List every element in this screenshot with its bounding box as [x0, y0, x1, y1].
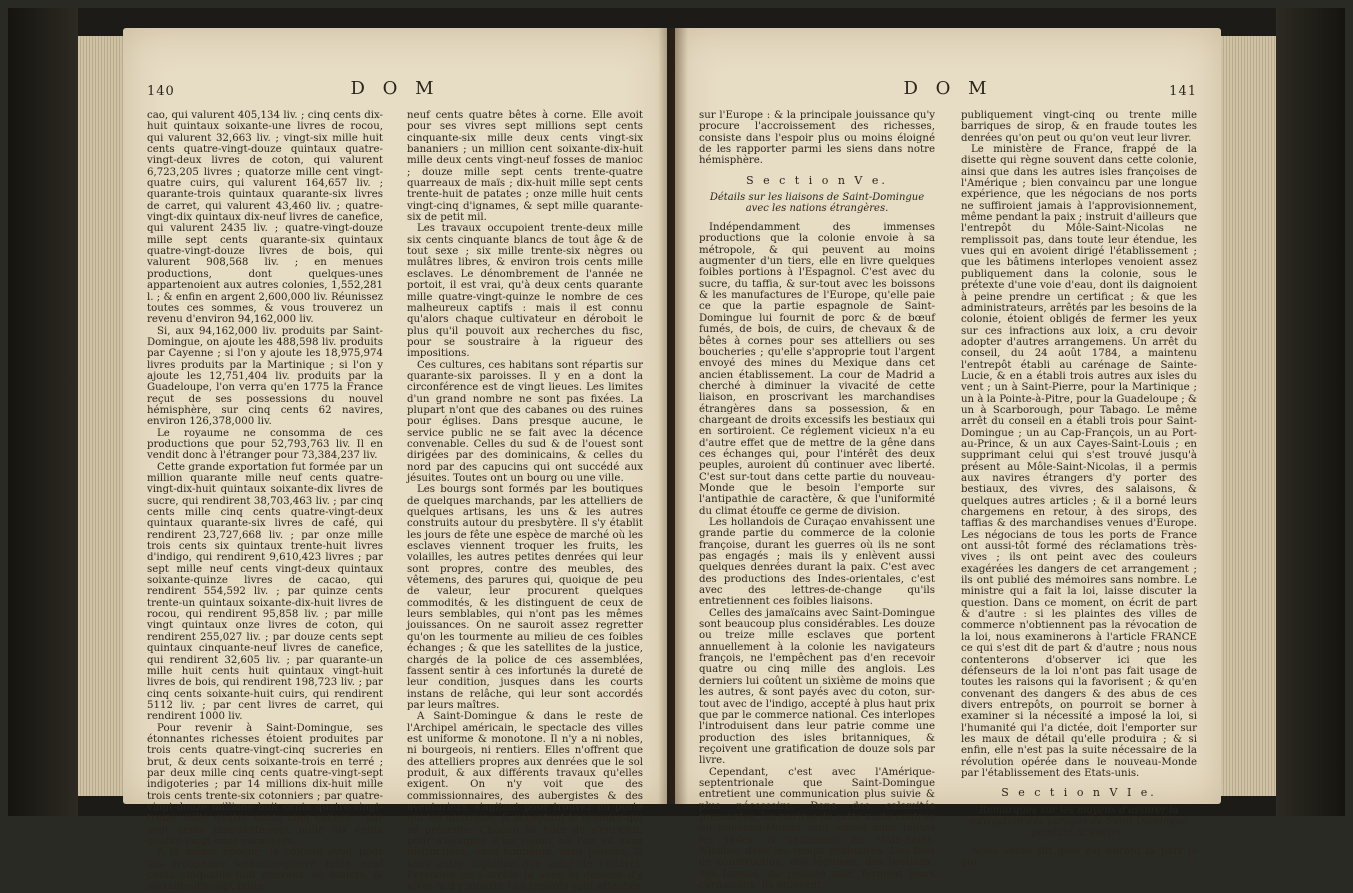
section-heading: S e c t i o n V I e.	[1001, 786, 1157, 800]
paragraph: A la même époque, la colonie avoit pour ses troupeaux soixante-quinze mille neuf cents cinquante-huit chevaux ou mulets, & soixante-dix-sept mille	[147, 847, 383, 893]
page-edges-right	[1221, 36, 1276, 796]
paragraph: Celles des jamaïcains avec Saint-Domingue sont beaucoup plus considérables. Les douze ou treize mille esclaves que portent annuellement à la colonie les navigateurs françois, ne l'empêchent pas d'en recevoir quatre ou cinq mille des anglois. Les derniers lui coûtent un sixième de moins que les autres, & sont payés avec du coton, sur-tout avec de l'indigo, accepté à plus haut prix que par le commerce national. Ces interlopes l'introduisent dans leur patrie comme une production des isles britanniques, & reçoivent une gratification de douze sols par livre.	[699, 607, 935, 767]
right-column-1	[699, 110, 935, 891]
left-running-title: D O M	[350, 78, 440, 99]
book-cover-left	[8, 8, 78, 816]
left-page-header	[147, 78, 643, 104]
paragraph: publiquement vingt-cinq ou trente mille barriques de sirop, & en fraude toutes les denrées qu'on peut ou qu'on veut leur livrer.	[961, 110, 1197, 144]
paragraph: Ces cultures, ces habitans sont répartis sur quarante-six paroisses. Il y en a dont la circonférence est de vingt lieues. Les limites d'un grand nombre ne sont pas fixées. La plupart n'ont que des cabanes ou des ruines pour églises. Dans presque aucune, le service public ne se fait avec la décence convenable. Celles du sud & de l'ouest sont dirigées par des dominicains, & celles du nord par des capucins qui ont succédé aux jésuites. Toutes ont un bourg ou une ville.	[407, 359, 643, 484]
right-page	[675, 28, 1221, 891]
paragraph: Les travaux occupoient trente-deux mille six cents cinquante blancs de tout âge & de tout sexe ; six mille trente-six nègres ou mulâtres libres, & environ trois cents mille esclaves. Le dénombrement de l'année ne portoit, il est vrai, qu'à deux cents quarante mille quatre-vingt-quinze le nombre de ces malheureux captifs : mais il est connu qu'alors chaque cultivateur en déroboit le plus qu'il pouvoit aux recherches du fisc, pour se soustraire à la rigueur des impositions.	[407, 223, 643, 360]
section-heading: S e c t i o n V e.	[746, 173, 888, 187]
paragraph: Si, aux 94,162,000 liv. produits par Saint-Domingue, on ajoute les 488,598 liv. produits par Cayenne ; si l'on y ajoute les 18,975,974 livres produits par la Martinique ; si l'on y ajoute les 12,751,404 liv. produits par la Guadeloupe, l'on verra qu'en 1775 la France reçut de ses possessions du nouvel hémisphère, sur cinq cents 62 navires, environ 126,378,000 liv.	[147, 325, 383, 428]
paragraph: Nous avons dit quel est durant la paix le par-	[961, 845, 1197, 868]
paragraph: Les bourgs sont formés par les boutiques de quelques marchands, par les attelliers de quelques artisans, les uns & les autres construits autour du presbytère. Il s'y établit les jours de fête une espèce de marché où les esclaves viennent troquer les fruits, les volailles, les autres petites denrées qui leur sont propres, contre des meubles, des vêtemens, des parures qui, quoique de peu de valeur, leur procurent quelques commodités, & les distinguent de ceux de leurs semblables, qui n'ont pas les mêmes jouissances. On ne sauroit assez regretter qu'on les tourmente au milieu de ces foibles échanges ; & que les satellites de la justice, chargés de la police de ces assemblées, fassent sentir à ces infortunés la dureté de leur condition, jusques dans les courts instans de relâche, qui leur sont accordés par leurs maîtres.	[407, 484, 643, 711]
paragraph: Cette grande exportation fut formée par un million quarante mille neuf cents quatre-vingt-dix-huit quintaux soixante-dix livres de sucre, qui rendirent 38,703,463 liv. ; par cinq cents mille cinq cents quatre-vingt-deux quintaux quarante-six livres de café, qui rendirent 23,727,668 liv. ; par onze mille trois cents six quintaux trente-huit livres d'indigo, qui rendirent 9,610,423 livres ; par sept mille neuf cents vingt-deux quintaux soixante-quinze livres de cacao, qui rendirent 554,592 liv. ; par quinze cents trente-un quintaux soixante-dix-huit livres de rocou, qui rendirent 95,858 liv. ; par mille vingt quintaux onze livres de coton, qui rendirent 255,027 liv. ; par douze cents sept quintaux cinquante-neuf livres de canefice, qui rendirent 32,605 liv. ; par quarante-un mille huit cents huit quintaux vingt-huit livres de bois, qui rendirent 198,723 liv. ; par cinq cents soixante-huit cuirs, qui rendirent 5112 liv. ; par cent livres de carret, qui rendirent 1000 liv.	[147, 461, 383, 723]
left-column-1	[147, 110, 383, 893]
page-edges-left	[78, 36, 123, 796]
right-column-2	[961, 110, 1197, 868]
right-running-title: D O M	[903, 78, 993, 99]
left-column-2	[407, 110, 643, 893]
paragraph: Le royaume ne consomma de ces productions que pour 52,793,763 liv. Il en vendit donc à l'étranger pour 73,384,237 liv.	[147, 427, 383, 462]
paragraph: Les hollandois de Curaçao envahissent une grande partie du commerce de la colonie françoise, durant les guerres où ils ne sont pas engagés ; mais ils y enlèvent aussi quelques denrées durant la paix. C'est avec des productions des Indes-orientales, c'est avec des lettres-de-change qu'ils entretiennent ces foibles liaisons.	[699, 517, 935, 608]
paragraph: neuf cents quatre bêtes à corne. Elle avoit pour ses vivres sept millions sept cents cinquante-six mille deux cents vingt-six bananiers ; un million cent soixante-dix-huit mille deux cents vingt-neuf fosses de manioc ; douze mille sept cents trente-quatre quarreaux de maïs ; dix-huit mille sept cents trente-huit de patates ; onze mille huit cents vingt-cinq d'ignames, & sept mille quarante-six de petit mil.	[407, 110, 643, 224]
paragraph: A Saint-Domingue & dans le reste de l'Archipel américain, le spectacle des villes est uniforme & monotone. Il n'y a ni nobles, ni bourgeois, ni rentiers. Elles n'offrent que des attelliers propres aux denrées que le sol produit, & aux différents travaux qu'elles exigent. On n'y voit que des commissionnaires, des aubergistes & des aventuriers, s'agitant pour trouver un poste qui les nourrisse, & acceptant le premier qui se présente. Chacun se hâte de s'enrichir, pour s'éloigner d'un séjour où l'on vit sans distinctions, sans honneurs, sans plaisirs, & sans autre aiguillon que celui de l'intérêt. Personne ne s'arrête là avec le dessein d'y vivre & d'y mourir. Les regards sont attachés	[407, 711, 643, 893]
paragraph: Pour revenir à Saint-Domingue, ses étonnantes richesses étoient produites par trois cents quatre-vingt-cinq sucreries en brut, & deux cents soixante-trois en terré ; par deux mille cinq cents quatre-vingt-sept indigoteries ; par 14 millions dix-huit mille trois cents trente-six cotonniers ; par quatre-vingt-douze millions huit cents quatre-vingt-treize mille quatre cents cinq cafiers ; par sept cents cinquante-sept mille six cents quatre-vingt-onze cacaoyers.	[147, 722, 383, 847]
right-page-number: 141	[1169, 84, 1197, 99]
book-cover-right	[1276, 8, 1345, 816]
section-subtitle: Remarques sur les moyens d'assurer la navigation des parages de Saint-Domingue pendant la guerre.	[969, 804, 1189, 838]
paragraph: Cependant, c'est avec l'Amérique-septentrionale que Saint-Domingue entretient une communication plus suivie & plus nécessaire. Dans des calamités pressantes, les navires de cette vaste contrée du nouveau-Monde sont admis dans toutes les rades, & seulement au Môle-Saint-Nicolas, dans les temps ordinaires. Des bois de construction, des légumes, des bestiaux, des farines, du poisson salé, forment leurs cargaisons. Ils enlèvent	[699, 766, 935, 891]
right-page-header	[699, 78, 1197, 104]
paragraph: Indépendamment des immenses productions que la colonie envoie à sa métropole, & qui peuvent au moins augmenter d'un tiers, elle en livre quelques foibles portions à l'Espagnol. C'est avec du sucre, du taffia, & sur-tout avec les boissons & les manufactures de l'Europe, qu'elle paie ce que la partie espagnole de Saint-Domingue lui fournit de porc & de bœuf fumés, de bois, de cuirs, de chevaux & de bêtes à cornes pour ses attelliers ou ses boucheries ; qu'elle s'approprie tout l'argent envoyé des mines du Mexique dans cet ancien établissement. La cour de Madrid a cherché à diminuer la vivacité de cette liaison, en proscrivant les marchandises étrangères dans sa possession, & en chargeant de droits excessifs les bestiaux qui en sortiroient. Ce réglement vicieux n'a eu d'autre effet que de mettre de la gêne dans ces échanges qui, pour l'intérêt des deux peuples, auroient dû continuer avec liberté. C'est sur-tout dans cette partie du nouveau-Monde que le besoin l'emporte sur l'antipathie de caractère, & que l'uniformité du climat étouffe ce germe de division.	[699, 222, 935, 517]
book-spread	[8, 8, 1345, 893]
paragraph: sur l'Europe : & la principale jouissance qu'y procure l'accroissement des richesses, consiste dans l'espoir plus ou moins éloigné de les rapporter parmi les siens dans notre hémisphère.	[699, 110, 935, 167]
left-page	[123, 28, 667, 893]
left-page-number: 140	[147, 84, 175, 99]
section-subtitle: Détails sur les liaisons de Saint-Domingue avec les nations étrangères.	[709, 192, 925, 215]
paragraph: Le ministère de France, frappé de la disette qui règne souvent dans cette colonie, ainsi que dans les autres isles françoises de l'Amérique ; bien convaincu par une longue expérience, que les négocians de nos ports ne suffiroient jamais à l'approvisionnement, même pendant la paix ; instruit d'ailleurs que l'entrepôt du Môle-Saint-Nicolas ne remplissoit pas, dans toute leur étendue, les vues qui en avoient dirigé l'établissement ; que les bâtimens interlopes venoient assez publiquement dans la colonie, sous le prétexte d'une voie d'eau, dont ils daignoient à peine prendre un certificat ; & que les administrateurs, arrêtés par les besoins de la colonie, étoient obligés de fermer les yeux sur ces infractions aux loix, a cru devoir adopter d'autres arrangemens. Un arrêt du conseil, du 24 août 1784, a maintenu l'entrepôt établi au carénage de Sainte-Lucie, & en a établi trois autres aux isles du vent ; un à Saint-Pierre, pour la Martinique ; un à la Pointe-à-Pitre, pour la Guadeloupe ; & un à Scarborough, pour Tabago. Le même arrêt du conseil en a établi trois pour Saint-Domingue ; un au Cap-François, un au Port-au-Prince, & un aux Cayes-Saint-Louis ; en supprimant celui qui s'est trouvé jusqu'à présent au Môle-Saint-Nicolas, il a permis aux navires étrangers d'y porter des bestiaux, des vivres, des salaisons, & quelques autres articles ; & il a borné leurs chargemens en retour, à des sirops, des taffias & des marchandises venues d'Europe. Les négocians de tous les ports de France ont aussi-tôt formé des réclamations très-vives ; ils ont peint avec des couleurs exagérées les dangers de cet arrangement ; ils ont publié des mémoires sans nombre. Le ministre qui a fait la loi, laisse discuter la question. Dans ce moment, on écrit de part & d'autre : si les plaintes des villes de commerce n'obtiennent pas la révocation de la loi, nous examinerons à l'article FRANCE ce qui s'est dit de part & d'autre ; nous nous contenterons d'observer ici que les défenseurs de la loi n'ont pas fait usage de toutes les raisons qui la favorisent ; & qu'en convenant des dangers & des abus de ces divers entrepôts, on pourroit se borner à examiner si la nécessité a imposé la loi, si l'humanité qui l'a dictée, doit l'emporter sur les maux de détail qu'elle produira ; & si enfin, elle n'est pas la suite nécessaire de la révolution opérée dans le nouveau-Monde par l'établissement des Etats-unis.	[961, 144, 1197, 779]
paragraph: cao, qui valurent 405,134 liv. ; cinq cents dix-huit quintaux soixante-une livres de rocou, qui valurent 32,663 liv. ; vingt-six mille huit cents quatre-vingt-douze quintaux quatre-vingt-deux livres de coton, qui valurent 6,723,205 livres ; quatorze mille cent vingt-quatre cuirs, qui valurent 164,657 liv. ; quarante-trois quintaux quarante-six livres de carret, qui valurent 43,460 liv. ; quatre-vingt-dix quintaux dix-neuf livres de canefice, qui valurent 2435 liv. ; quatre-vingt-douze mille sept cents quarante-six quintaux quatre-vingt-douze livres de bois, qui valurent 908,568 liv. ; en menues productions, dont quelques-unes appartenoient aux autres colonies, 1,552,281 l. ; & enfin en argent 2,600,000 liv. Réunissez toutes ces sommes, & vous trouverez un revenu d'environ 94,162,000 liv.	[147, 110, 383, 326]
